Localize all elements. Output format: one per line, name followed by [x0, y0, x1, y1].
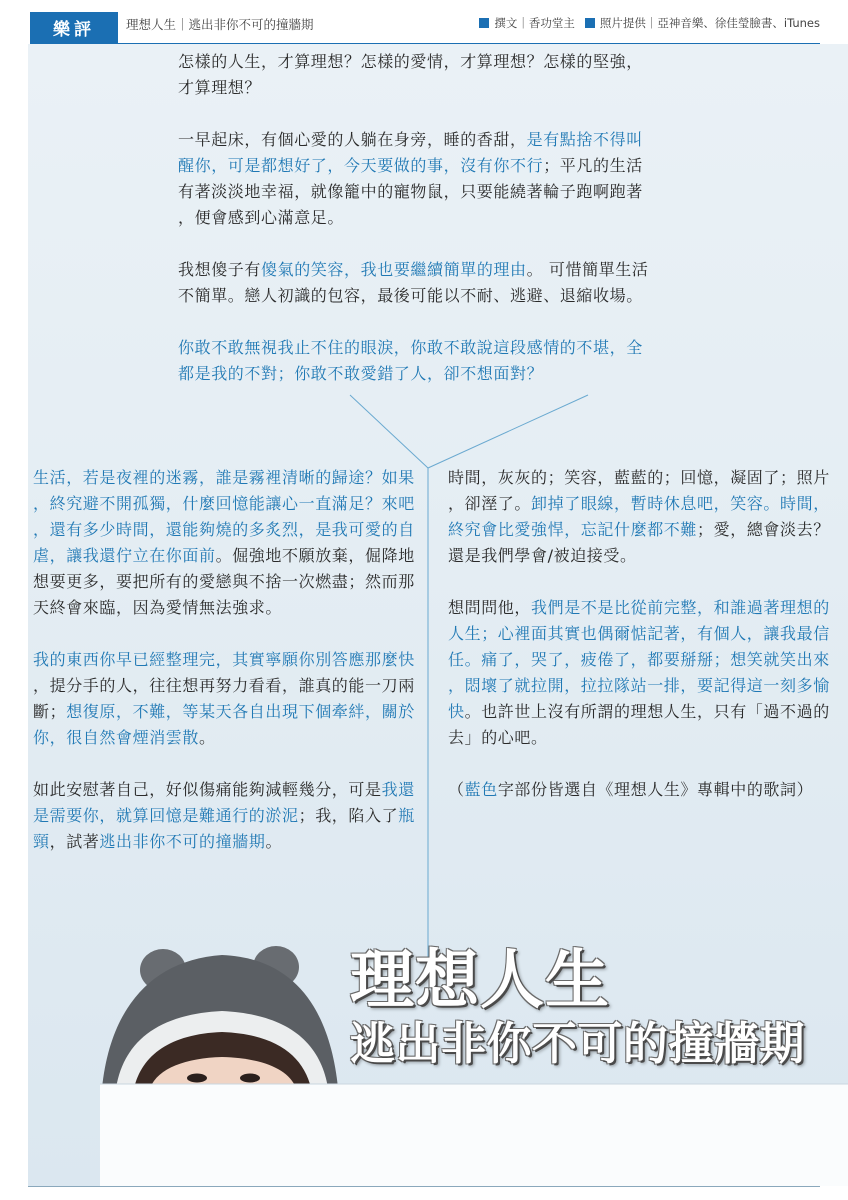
section-label: 樂評 [30, 12, 118, 43]
text-line [448, 699, 830, 725]
text-line [33, 673, 415, 699]
text-line [33, 569, 415, 595]
text-line [33, 647, 415, 673]
body-text: 如此安慰著自己，好似傷痛能夠減輕幾分，可是 [33, 780, 382, 799]
lyric-quote: 我們是不是比從前完整，和誰過著理想的 [531, 598, 830, 617]
running-title: 理想人生｜逃出非你不可的撞牆期 [126, 17, 314, 32]
credit-photo-text: 照片提供｜亞神音樂、徐佳瑩臉書、iTunes [599, 16, 820, 30]
lyric-quote: 任。痛了，哭了，疲倦了，都要掰掰；想笑就笑出來 [448, 650, 830, 669]
text-line [178, 75, 649, 101]
body-text: 還是我們學會/被迫接受。 [448, 546, 637, 565]
feature-title: 理想人生 [350, 944, 610, 1018]
text-line [33, 699, 415, 725]
body-text: 斷； [33, 702, 67, 721]
text-line [178, 205, 649, 231]
text-line [178, 153, 649, 179]
text-line [448, 517, 830, 543]
credit-writer [479, 15, 575, 31]
text-line [448, 465, 830, 491]
paragraph [178, 127, 649, 231]
text-line [178, 361, 649, 387]
lyric-quote: 卸掉了眼線，暫時休息吧，笑容。時間， [531, 494, 830, 513]
text-line [33, 777, 415, 803]
body-text: ；愛，總會淡去？ [697, 520, 830, 539]
text-line [448, 777, 830, 803]
lyric-quote: 是有點捨不得叫 [526, 130, 643, 149]
text-line [448, 673, 830, 699]
paragraph [178, 335, 649, 387]
paragraph [33, 777, 415, 855]
divider-right-arm [428, 395, 588, 468]
text-line [178, 179, 649, 205]
body-text: 才算理想？ [178, 78, 262, 97]
right-eye [240, 1074, 260, 1083]
bottom-rule [28, 1186, 820, 1187]
text-line [33, 803, 415, 829]
body-text: 字部份皆選自《理想人生》專輯中的歌詞） [497, 780, 814, 799]
credit-writer-text: 撰文｜香功堂主 [494, 16, 575, 30]
text-line [178, 283, 649, 309]
text-line [448, 621, 830, 647]
text-line [448, 647, 830, 673]
paragraph [178, 49, 649, 101]
bullet-square-icon [479, 18, 489, 28]
body-text: ，卻溼了。 [448, 494, 532, 513]
paragraph [448, 465, 830, 569]
body-text: ，便會感到心滿意足。 [178, 208, 345, 227]
lyric-quote: ，悶壞了就拉開，拉拉隊站一排，要記得這一刻多愉 [448, 676, 830, 695]
lyric-quote: 快 [448, 702, 465, 721]
right-column [448, 465, 830, 803]
lyric-quote: 傻氣的笑容，我也要繼續簡單的理由 [261, 260, 527, 279]
body-text: 。倔強地不願放棄，倔降地 [215, 546, 415, 565]
text-line [33, 491, 415, 517]
body-text: ；平凡的生活 [543, 156, 643, 175]
paragraph [178, 257, 649, 309]
paragraph [448, 595, 830, 751]
left-column [33, 465, 415, 855]
body-text: 一早起床，有個心愛的人躺在身旁，睡的香甜， [178, 130, 527, 149]
lyric-quote: 我的東西你早已經整理完，其實寧願你別答應那麼快 [33, 650, 415, 669]
lyric-quote: 我還 [381, 780, 415, 799]
text-line [33, 543, 415, 569]
text-line [448, 595, 830, 621]
text-line [33, 829, 415, 855]
lyric-quote: 虐，讓我還佇立在你面前 [33, 546, 216, 565]
text-line [178, 49, 649, 75]
text-line [178, 127, 649, 153]
body-text: ；我，陷入了 [298, 806, 399, 825]
body-text: 想問問他， [448, 598, 532, 617]
body-text: 。也許世上沒有所謂的理想人生，只有「過不過的 [464, 702, 830, 721]
paragraph [33, 465, 415, 621]
text-line [33, 517, 415, 543]
feature-subtitle: 逃出非你不可的撞牆期 [350, 1017, 806, 1070]
lyric-quote: 瓶 [398, 806, 415, 825]
body-text: 。 [199, 728, 216, 747]
body-text: 我想傻子有 [178, 260, 262, 279]
body-text: 去」的心吧。 [448, 728, 548, 747]
body-text: 有著淡淡地幸福，就像籠中的寵物鼠，只要能繞著輪子跑啊跑著 [178, 182, 643, 201]
text-line [33, 465, 415, 491]
paragraph [33, 647, 415, 751]
text-line [448, 491, 830, 517]
body-text: （ [448, 780, 465, 799]
text-line [448, 543, 830, 569]
lyric-quote: 人生；心裡面其實也偶爾惦記著，有個人，讓我最信 [448, 624, 830, 643]
body-text: 怎樣的人生，才算理想？怎樣的愛情，才算理想？怎樣的堅強， [178, 52, 643, 71]
left-eye [187, 1074, 207, 1083]
paragraph [448, 777, 830, 803]
lyric-quote: 醒你，可是都想好了，今天要做的事，沒有你不行 [178, 156, 544, 175]
text-line [178, 335, 649, 361]
lyric-quote: 終究會比愛強悍，忘記什麼都不難 [448, 520, 698, 539]
body-text: 不簡單。戀人初識的包容，最後可能以不耐、逃避、退縮收場。 [178, 286, 643, 305]
body-text: 想要更多，要把所有的愛戀與不捨一次燃盡；然而那 [33, 572, 415, 591]
lyric-quote: 頸 [33, 832, 50, 851]
intro-text [178, 49, 649, 387]
lyric-quote: 藍色 [464, 780, 498, 799]
lyric-quote: ，終究避不開孤獨，什麼回憶能讓心一直滿足？來吧 [33, 494, 415, 513]
body-text: 。 [265, 832, 283, 851]
lyric-quote: 你敢不敢無視我止不住的眼淚，你敢不敢說這段感情的不堪，全 [178, 338, 643, 357]
header-rule [30, 43, 820, 44]
lyric-quote: 逃出非你不可的撞牆期 [99, 832, 266, 851]
lyric-quote: 是需要你，就算回憶是難通行的淤泥 [33, 806, 299, 825]
lyric-quote: 都是我的不對；你敢不敢愛錯了人，卻不想面對？ [178, 364, 544, 383]
credit-photo [585, 15, 820, 31]
body-text: ，試著 [49, 832, 100, 851]
text-line [178, 257, 649, 283]
white-box [100, 1084, 848, 1186]
text-line [448, 725, 830, 751]
bullet-square-icon [585, 18, 595, 28]
body-text: 天終會來臨，因為愛情無法強求。 [33, 598, 283, 617]
credits [473, 15, 820, 31]
lyric-quote: 生活，若是夜裡的迷霧，誰是霧裡清晰的歸途？如果 [33, 468, 415, 487]
lyric-quote: ，還有多少時間，還能夠燒的多炙烈，是我可愛的自 [33, 520, 415, 539]
body-text: 時間，灰灰的；笑容，藍藍的；回憶，凝固了；照片 [448, 468, 830, 487]
divider-left-arm [350, 395, 428, 468]
lyric-quote: 想復原，不難，等某天各自出現下個牽絆，關於 [66, 702, 415, 721]
text-line [33, 595, 415, 621]
text-line [33, 725, 415, 751]
lyric-quote: 你，很自然會煙消雲散 [33, 728, 200, 747]
body-text: ，提分手的人，往往想再努力看看，誰真的能一刀兩 [33, 676, 415, 695]
body-text: 。 可惜簡單生活 [526, 260, 649, 279]
